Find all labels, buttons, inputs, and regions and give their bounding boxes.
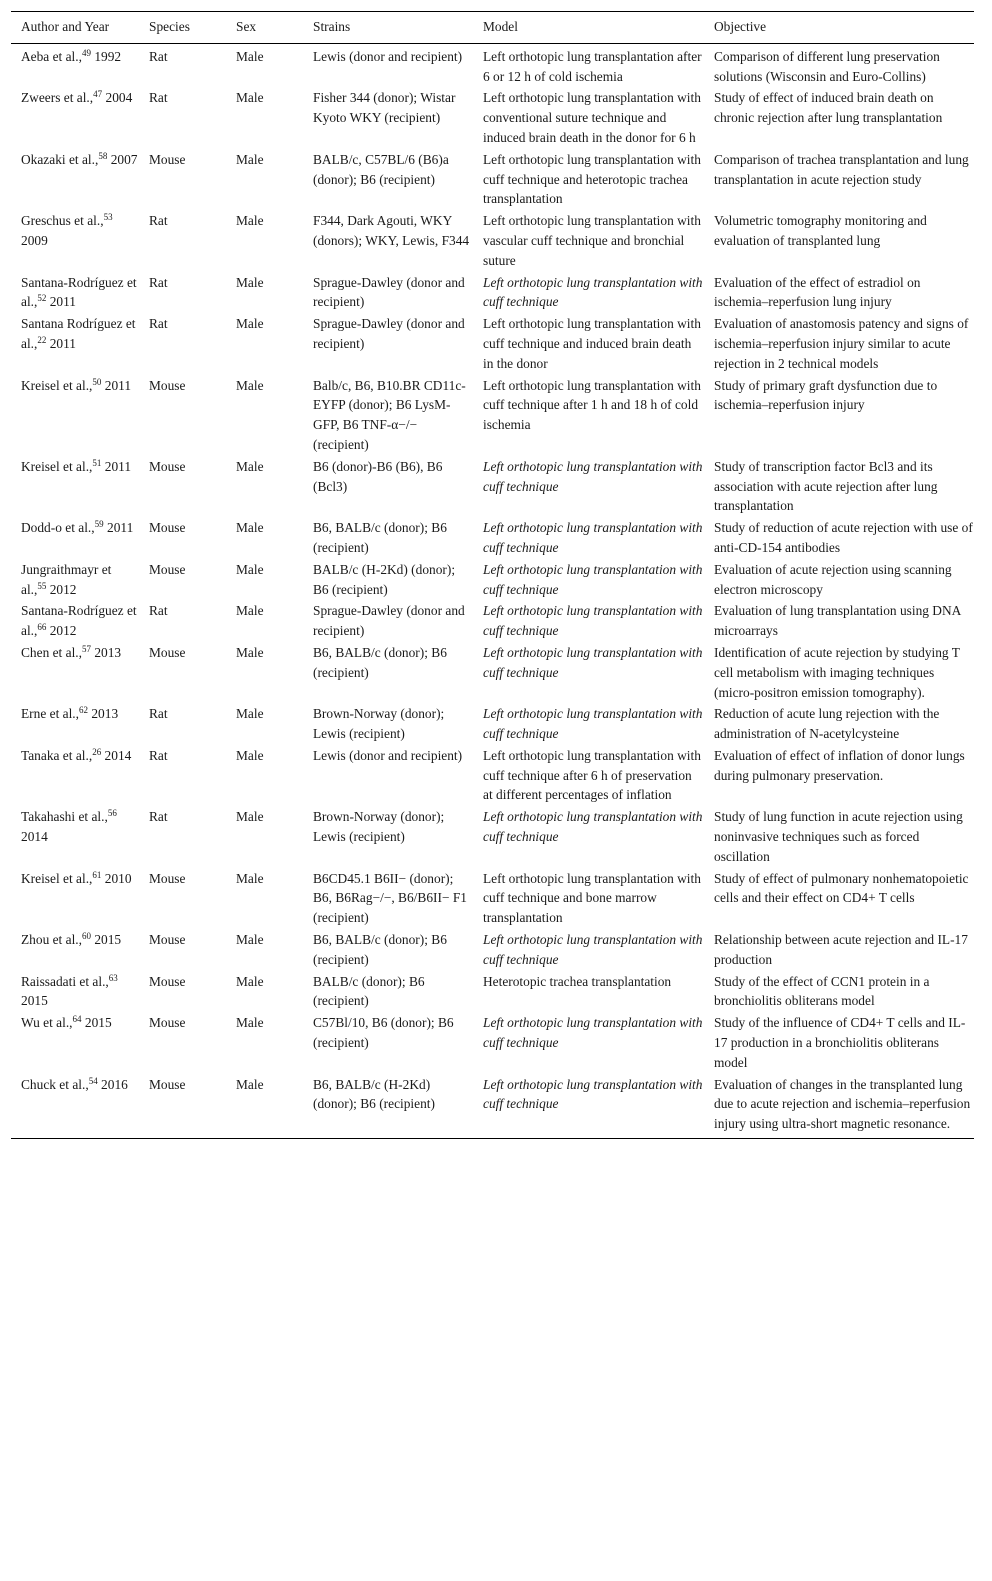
cell-strains: BALB/c (H-2Kd) (donor); B6 (recipient) xyxy=(313,561,456,597)
author-name: Dodd-o et al., xyxy=(21,520,95,536)
publication-year: 2012 xyxy=(49,623,77,639)
cell-sex: Male xyxy=(236,458,264,474)
cell-author-year xyxy=(11,313,139,374)
cell-sex: Male xyxy=(236,932,264,948)
cell-species: Rat xyxy=(149,603,168,619)
table-row xyxy=(11,642,974,703)
header-strains: Strains xyxy=(313,19,351,34)
table-row xyxy=(11,806,974,867)
cell-author-year xyxy=(11,929,139,971)
publication-year: 2011 xyxy=(49,294,77,310)
cell-model: Left orthotopic lung transplantation with cuff technique xyxy=(483,520,703,555)
publication-year: 2004 xyxy=(105,90,133,106)
table-row xyxy=(11,559,974,601)
header-row xyxy=(11,12,974,44)
cell-sex: Male xyxy=(236,520,264,536)
cell-sex: Male xyxy=(236,151,264,167)
cell-author-year xyxy=(11,517,139,559)
cell-model: Left orthotopic lung transplantation with cuff technique xyxy=(483,561,703,597)
cell-species: Rat xyxy=(149,706,168,722)
cell-strains: F344, Dark Agouti, WKY (donors); WKY, Lewis, F344 xyxy=(313,213,470,248)
cell-author-year xyxy=(11,1012,139,1073)
cell-author-year xyxy=(11,210,139,271)
cell-author-year xyxy=(11,559,139,601)
cell-sex: Male xyxy=(236,747,264,763)
author-name: Aeba et al., xyxy=(21,48,82,64)
cell-objective: Evaluation of acute rejection using scanning electron microscopy xyxy=(714,561,952,597)
cell-objective: Evaluation of changes in the transplanted lung due to acute rejection and ischemia–reperfusion injury using ultra-short magnetic resonance. xyxy=(714,1076,971,1132)
reference-number: 62 xyxy=(79,705,88,716)
reference-number: 50 xyxy=(92,376,102,387)
cell-strains: BALB/c (donor); B6 (recipient) xyxy=(313,973,425,1009)
author-name: Santana-Rodríguez et al., xyxy=(21,603,137,639)
cell-sex: Male xyxy=(236,48,264,64)
cell-species: Mouse xyxy=(149,377,186,393)
cell-species: Mouse xyxy=(149,932,186,948)
publication-year: 2015 xyxy=(94,932,122,948)
table-row xyxy=(11,210,974,271)
cell-model: Heterotopic trachea transplantation xyxy=(483,973,672,989)
cell-objective: Relationship between acute rejection and IL-17 production xyxy=(714,932,968,967)
publication-year: 2011 xyxy=(49,335,77,351)
cell-strains: Lewis (donor and recipient) xyxy=(313,747,463,763)
reference-number: 22 xyxy=(37,334,47,345)
table-row xyxy=(11,703,974,745)
cell-author-year xyxy=(11,149,139,210)
author-name: Zweers et al., xyxy=(21,90,94,106)
cell-species: Rat xyxy=(149,213,168,229)
cell-species: Mouse xyxy=(149,458,186,474)
cell-strains: B6, BALB/c (H-2Kd) (donor); B6 (recipient) xyxy=(313,1076,435,1112)
author-name: Raissadati et al., xyxy=(21,973,109,989)
cell-species: Mouse xyxy=(149,151,186,167)
table-row xyxy=(11,1074,974,1139)
cell-objective: Comparison of different lung preservation solutions (Wisconsin and Euro-Collins) xyxy=(714,48,940,84)
cell-author-year xyxy=(11,375,139,456)
cell-author-year xyxy=(11,971,139,1013)
cell-sex: Male xyxy=(236,90,264,106)
author-name: Kreisel et al., xyxy=(21,870,93,886)
cell-objective: Comparison of trachea transplantation and lung transplantation in acute rejection study xyxy=(714,151,969,187)
reference-number: 49 xyxy=(81,47,91,58)
header-species: Species xyxy=(149,19,190,34)
cell-sex: Male xyxy=(236,603,264,619)
cell-model: Left orthotopic lung transplantation with cuff technique xyxy=(483,274,703,310)
publication-year: 2013 xyxy=(94,644,122,660)
cell-species: Mouse xyxy=(149,1015,186,1031)
cell-model: Left orthotopic lung transplantation with cuff technique and induced brain death in the donor xyxy=(483,316,701,371)
author-name: Tanaka et al., xyxy=(21,747,93,763)
cell-objective: Study of transcription factor Bcl3 and its association with acute rejection after lung transplantation xyxy=(714,458,938,514)
cell-sex: Male xyxy=(236,377,264,393)
reference-number: 58 xyxy=(98,150,108,161)
cell-strains: BALB/c, C57BL/6 (B6)a (donor); B6 (recipient) xyxy=(313,151,449,187)
cell-species: Rat xyxy=(149,809,168,825)
cell-strains: Sprague-Dawley (donor and recipient) xyxy=(313,603,465,639)
reference-number: 54 xyxy=(88,1075,98,1086)
author-name: Santana Rodríguez et al., xyxy=(21,316,136,351)
cell-sex: Male xyxy=(236,274,264,290)
header-sex: Sex xyxy=(236,19,257,34)
cell-strains: B6, BALB/c (donor); B6 (recipient) xyxy=(313,644,447,680)
table-row xyxy=(11,456,974,517)
reference-number: 53 xyxy=(103,212,113,223)
cell-author-year xyxy=(11,642,139,703)
cell-strains: Fisher 344 (donor); Wistar Kyoto WKY (recipient) xyxy=(313,90,456,126)
cell-objective: Study of effect of induced brain death on chronic rejection after lung transplantation xyxy=(714,90,943,126)
author-name: Wu et al., xyxy=(21,1015,73,1031)
table-row xyxy=(11,375,974,456)
cell-author-year xyxy=(11,87,139,148)
cell-author-year xyxy=(11,600,139,642)
table-row xyxy=(11,971,974,1013)
cell-author-year xyxy=(11,745,139,806)
cell-objective: Evaluation of anastomosis patency and signs of ischemia–reperfusion injury similar to acute rejection in 2 technical models xyxy=(714,316,969,371)
studies-table xyxy=(11,11,974,1139)
table-row xyxy=(11,517,974,559)
publication-year: 2011 xyxy=(107,520,134,536)
table-row xyxy=(11,745,974,806)
cell-sex: Male xyxy=(236,973,264,989)
cell-author-year xyxy=(11,456,139,517)
table-row xyxy=(11,1012,974,1073)
publication-year: 2009 xyxy=(21,232,48,248)
cell-species: Rat xyxy=(149,90,168,106)
author-name: Greschus et al., xyxy=(21,213,104,229)
studies-table-container xyxy=(11,11,974,1139)
author-name: Kreisel et al., xyxy=(21,377,93,393)
cell-sex: Male xyxy=(236,1076,264,1092)
cell-objective: Study of primary graft dysfunction due to ischemia–reperfusion injury xyxy=(714,377,938,413)
cell-strains: B6CD45.1 B6II− (donor); B6, B6Rag−/−, B6/B6II− F1 (recipient) xyxy=(313,870,467,926)
author-name: Takahashi et al., xyxy=(21,809,108,825)
cell-species: Rat xyxy=(149,274,168,290)
reference-number: 26 xyxy=(92,746,102,757)
cell-species: Mouse xyxy=(149,1076,186,1092)
cell-model: Left orthotopic lung transplantation with cuff technique xyxy=(483,706,703,742)
cell-model: Left orthotopic lung transplantation with cuff technique xyxy=(483,1015,703,1051)
cell-author-year xyxy=(11,1074,139,1139)
cell-author-year xyxy=(11,806,139,867)
cell-strains: C57Bl/10, B6 (donor); B6 (recipient) xyxy=(313,1015,454,1051)
cell-model: Left orthotopic lung transplantation with cuff technique xyxy=(483,1076,703,1112)
reference-number: 52 xyxy=(37,293,47,304)
cell-model: Left orthotopic lung transplantation with cuff technique xyxy=(483,644,703,680)
cell-model: Left orthotopic lung transplantation with vascular cuff technique and bronchial suture xyxy=(483,213,701,268)
publication-year: 2007 xyxy=(110,151,138,167)
cell-species: Mouse xyxy=(149,870,186,886)
cell-objective: Evaluation of the effect of estradiol on ischemia–reperfusion lung injury xyxy=(714,274,921,310)
cell-objective: Evaluation of effect of inflation of donor lungs during pulmonary preservation. xyxy=(714,747,965,783)
reference-number: 51 xyxy=(92,457,102,468)
publication-year: 2016 xyxy=(101,1076,128,1092)
cell-objective: Reduction of acute lung rejection with the administration of N-acetylcysteine xyxy=(714,706,940,742)
author-name: Kreisel et al., xyxy=(21,458,93,474)
author-name: Santana-Rodríguez et al., xyxy=(21,274,137,310)
cell-sex: Male xyxy=(236,809,264,825)
reference-number: 47 xyxy=(93,89,103,100)
header-objective: Objective xyxy=(714,19,767,34)
cell-objective: Study of reduction of acute rejection with use of anti-CD-154 antibodies xyxy=(714,520,973,555)
cell-model: Left orthotopic lung transplantation with cuff technique xyxy=(483,603,703,639)
cell-strains: B6, BALB/c (donor); B6 (recipient) xyxy=(313,520,447,555)
publication-year: 2012 xyxy=(49,581,77,597)
author-name: Erne et al., xyxy=(21,706,79,722)
cell-objective: Study of the effect of CCN1 protein in a bronchiolitis obliterans model xyxy=(714,973,930,1009)
cell-objective: Study of lung function in acute rejection using noninvasive techniques such as forced oscillation xyxy=(714,809,963,864)
cell-model: Left orthotopic lung transplantation with cuff technique and heterotopic trachea transplantation xyxy=(483,151,701,207)
reference-number: 64 xyxy=(72,1014,82,1025)
publication-year: 2015 xyxy=(21,993,48,1009)
header-model: Model xyxy=(483,19,518,34)
cell-objective: Volumetric tomography monitoring and evaluation of transplanted lung xyxy=(714,213,927,248)
publication-year: 2013 xyxy=(91,706,119,722)
publication-year: 1992 xyxy=(94,48,122,64)
table-row xyxy=(11,87,974,148)
cell-strains: Lewis (donor and recipient) xyxy=(313,48,463,64)
cell-model: Left orthotopic lung transplantation with cuff technique after 1 h and 18 h of cold ischemia xyxy=(483,377,701,433)
cell-strains: Brown-Norway (donor); Lewis (recipient) xyxy=(313,706,445,742)
cell-objective: Study of effect of pulmonary nonhematopoietic cells and their effect on CD4+ T cells xyxy=(714,870,969,906)
cell-model: Left orthotopic lung transplantation with cuff technique and bone marrow transplantation xyxy=(483,870,701,926)
reference-number: 56 xyxy=(107,808,117,819)
publication-year: 2011 xyxy=(104,458,132,474)
cell-author-year xyxy=(11,868,139,929)
cell-species: Rat xyxy=(149,48,168,64)
table-row xyxy=(11,43,974,87)
cell-author-year xyxy=(11,272,139,314)
author-name: Okazaki et al., xyxy=(21,151,99,167)
table-body xyxy=(11,43,974,1138)
header-author-year: Author and Year xyxy=(21,19,110,34)
cell-species: Mouse xyxy=(149,561,186,577)
publication-year: 2014 xyxy=(21,829,48,845)
author-name: Chuck et al., xyxy=(21,1076,89,1092)
cell-model: Left orthotopic lung transplantation with conventional suture technique and induced brain death in the donor for 6 h xyxy=(483,90,701,145)
reference-number: 57 xyxy=(81,643,91,654)
cell-species: Mouse xyxy=(149,973,186,989)
cell-species: Mouse xyxy=(149,644,186,660)
author-name: Zhou et al., xyxy=(21,932,82,948)
cell-species: Mouse xyxy=(149,520,186,536)
cell-objective: Identification of acute rejection by studying T cell metabolism with imaging techniques (micro-positron emission tomography). xyxy=(714,644,960,700)
cell-species: Rat xyxy=(149,747,168,763)
table-row xyxy=(11,313,974,374)
cell-sex: Male xyxy=(236,1015,264,1031)
publication-year: 2011 xyxy=(104,377,132,393)
cell-strains: Sprague-Dawley (donor and recipient) xyxy=(313,274,465,310)
reference-number: 66 xyxy=(37,622,47,633)
cell-species: Rat xyxy=(149,316,168,332)
cell-objective: Study of the influence of CD4+ T cells and IL-17 production in a bronchiolitis obliterans model xyxy=(714,1015,966,1070)
author-name: Chen et al., xyxy=(21,644,82,660)
table-row xyxy=(11,272,974,314)
reference-number: 55 xyxy=(37,580,47,591)
cell-sex: Male xyxy=(236,213,264,229)
reference-number: 61 xyxy=(92,869,102,880)
cell-strains: Brown-Norway (donor); Lewis (recipient) xyxy=(313,809,445,845)
cell-model: Left orthotopic lung transplantation with cuff technique xyxy=(483,809,703,845)
cell-strains: Balb/c, B6, B10.BR CD11c-EYFP (donor); B6 LysM-GFP, B6 TNF-α−/− (recipient) xyxy=(313,377,466,452)
cell-model: Left orthotopic lung transplantation with cuff technique xyxy=(483,458,703,494)
table-row xyxy=(11,929,974,971)
publication-year: 2010 xyxy=(104,870,132,886)
publication-year: 2015 xyxy=(84,1015,112,1031)
reference-number: 59 xyxy=(94,519,104,530)
reference-number: 60 xyxy=(81,931,91,942)
cell-strains: B6, BALB/c (donor); B6 (recipient) xyxy=(313,932,447,967)
cell-objective: Evaluation of lung transplantation using DNA microarrays xyxy=(714,603,961,639)
cell-strains: B6 (donor)-B6 (B6), B6 (Bcl3) xyxy=(313,458,443,494)
table-row xyxy=(11,600,974,642)
table-row xyxy=(11,868,974,929)
cell-sex: Male xyxy=(236,870,264,886)
publication-year: 2014 xyxy=(104,747,132,763)
reference-number: 63 xyxy=(108,972,118,983)
cell-model: Left orthotopic lung transplantation with cuff technique after 6 h of preservation at different percentages of inflation xyxy=(483,747,701,803)
cell-model: Left orthotopic lung transplantation after 6 or 12 h of cold ischemia xyxy=(483,48,702,84)
cell-author-year xyxy=(11,703,139,745)
cell-sex: Male xyxy=(236,706,264,722)
cell-sex: Male xyxy=(236,316,264,332)
cell-sex: Male xyxy=(236,644,264,660)
author-name: Jungraithmayr et al., xyxy=(21,561,112,597)
cell-author-year xyxy=(11,43,139,87)
cell-strains: Sprague-Dawley (donor and recipient) xyxy=(313,316,465,351)
cell-model: Left orthotopic lung transplantation with cuff technique xyxy=(483,932,703,967)
table-row xyxy=(11,149,974,210)
cell-sex: Male xyxy=(236,561,264,577)
